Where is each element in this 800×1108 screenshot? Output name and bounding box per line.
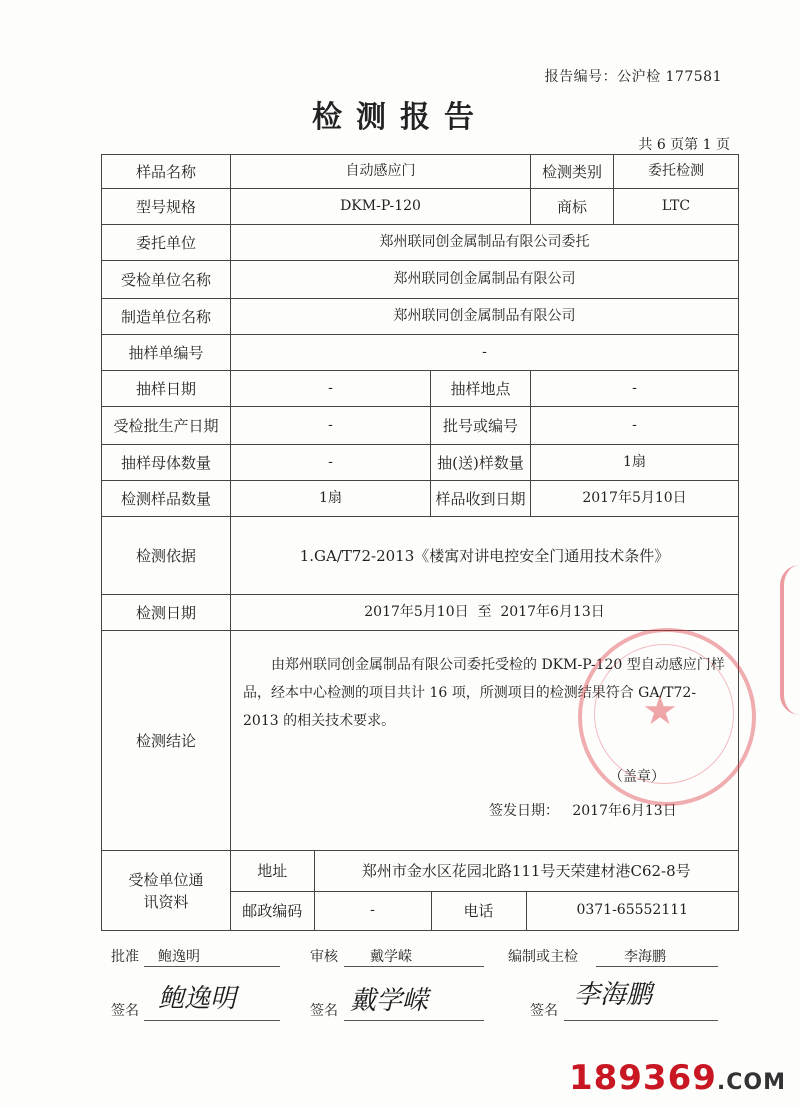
client-value: 郑州联同创金属制品有限公司委托 (231, 225, 739, 261)
approve-name: 鲍逸明 (158, 949, 200, 965)
sampling-date-value: - (231, 371, 431, 407)
sampling-no-label: 抽样单编号 (102, 335, 231, 371)
sampling-place-label: 抽样地点 (431, 371, 531, 407)
received-date-value: 2017年5月10日 (531, 481, 739, 517)
sign-date-label: 签发日期： (489, 803, 559, 819)
compile-label: 编制或主检 (508, 949, 578, 965)
phone-value: 0371-65552111 (526, 891, 738, 930)
table-row (231, 891, 738, 930)
inspected-unit-value: 郑州联同创金属制品有限公司 (231, 261, 739, 299)
production-date-label: 受检批生产日期 (102, 407, 231, 445)
table-row (102, 445, 739, 481)
manufacturer-label: 制造单位名称 (102, 299, 231, 335)
table-row (102, 155, 739, 189)
page-title: 检测报告 (312, 100, 488, 135)
address-label: 地址 (231, 851, 314, 891)
page-number: 共 6 页第 1 页 (638, 137, 730, 153)
report-table (101, 154, 739, 931)
received-date-label: 样品收到日期 (431, 481, 531, 517)
contact-cell (231, 851, 739, 931)
postcode-value: - (314, 891, 431, 930)
watermark-suffix: .COM (716, 1070, 786, 1095)
sent-qty-value: 1扇 (531, 445, 739, 481)
model-value: DKM-P-120 (231, 189, 531, 225)
table-row (102, 335, 739, 371)
official-seal (578, 628, 756, 806)
table-row (102, 261, 739, 299)
review-name: 戴学嵘 (370, 949, 412, 965)
star-icon: ★ (642, 688, 678, 734)
signature-3: 李海鹏 (574, 980, 653, 1010)
sampling-date-label: 抽样日期 (102, 371, 231, 407)
contact-label: 受检单位通讯资料 (102, 851, 231, 931)
sample-name-value: 自动感应门 (231, 155, 531, 189)
test-qty-label: 检测样品数量 (102, 481, 231, 517)
review-label: 审核 (310, 949, 338, 965)
edge-seal-fragment (780, 565, 800, 715)
batch-label: 批号或编号 (431, 407, 531, 445)
table-row (102, 371, 739, 407)
brand-value: LTC (614, 189, 739, 225)
test-qty-value: 1扇 (231, 481, 431, 517)
test-type-value: 委托检测 (614, 155, 739, 189)
signature-2: 戴学嵘 (350, 986, 429, 1016)
sign-date-value: 2017年6月13日 (572, 803, 677, 819)
table-row (102, 189, 739, 225)
sign-label-3: 签名 (530, 1003, 558, 1019)
approve-label: 批准 (111, 949, 139, 965)
conclusion-label: 检测结论 (102, 631, 231, 851)
sign-date (489, 803, 677, 820)
production-date-value: - (231, 407, 431, 445)
sign-label-1: 签名 (111, 1003, 139, 1019)
inspected-unit-label: 受检单位名称 (102, 261, 231, 299)
batch-value: - (531, 407, 739, 445)
brand-label: 商标 (531, 189, 614, 225)
manufacturer-value: 郑州联同创金属制品有限公司 (231, 299, 739, 335)
approval-section (0, 930, 800, 1050)
test-type-label: 检测类别 (531, 155, 614, 189)
base-qty-value: - (231, 445, 431, 481)
sampling-place-value: - (531, 371, 739, 407)
compile-name: 李海鹏 (624, 949, 666, 965)
watermark-number: 189369 (568, 1058, 717, 1098)
seal-note: （盖章） (609, 769, 665, 785)
sign-label-2: 签名 (310, 1003, 338, 1019)
basis-label: 检测依据 (102, 517, 231, 595)
table-row (231, 851, 738, 891)
conclusion-text: 由郑州联同创金属制品有限公司委托受检的 DKM-P-120 型自动感应门样品，经本中心检测的项目共计 16 项，所测项目的检测结果符合 GA/T72-2013 的相关技术要求。 (243, 657, 725, 729)
table-row (102, 481, 739, 517)
test-date-label: 检测日期 (102, 595, 231, 631)
client-label: 委托单位 (102, 225, 231, 261)
sample-name-label: 样品名称 (102, 155, 231, 189)
sampling-no-value: - (231, 335, 739, 371)
test-date-value: 2017年5月10日 至 2017年6月13日 (231, 595, 739, 631)
table-row (102, 595, 739, 631)
contact-table (231, 851, 738, 930)
sent-qty-label: 抽(送)样数量 (431, 445, 531, 481)
base-qty-label: 抽样母体数量 (102, 445, 231, 481)
basis-value: 1.GA/T72-2013《楼寓对讲电控安全门通用技术条件》 (231, 517, 739, 595)
table-row (102, 407, 739, 445)
postcode-label: 邮政编码 (231, 891, 314, 930)
model-label: 型号规格 (102, 189, 231, 225)
address-value: 郑州市金水区花园北路111号天荣建材港C62-8号 (314, 851, 738, 891)
site-watermark (569, 1058, 786, 1098)
table-row (102, 517, 739, 595)
table-row (102, 851, 739, 931)
table-row (102, 225, 739, 261)
signature-1: 鲍逸明 (158, 984, 237, 1014)
report-number: 报告编号：公沪检 177581 (544, 69, 722, 85)
table-row (102, 299, 739, 335)
phone-label: 电话 (431, 891, 526, 930)
